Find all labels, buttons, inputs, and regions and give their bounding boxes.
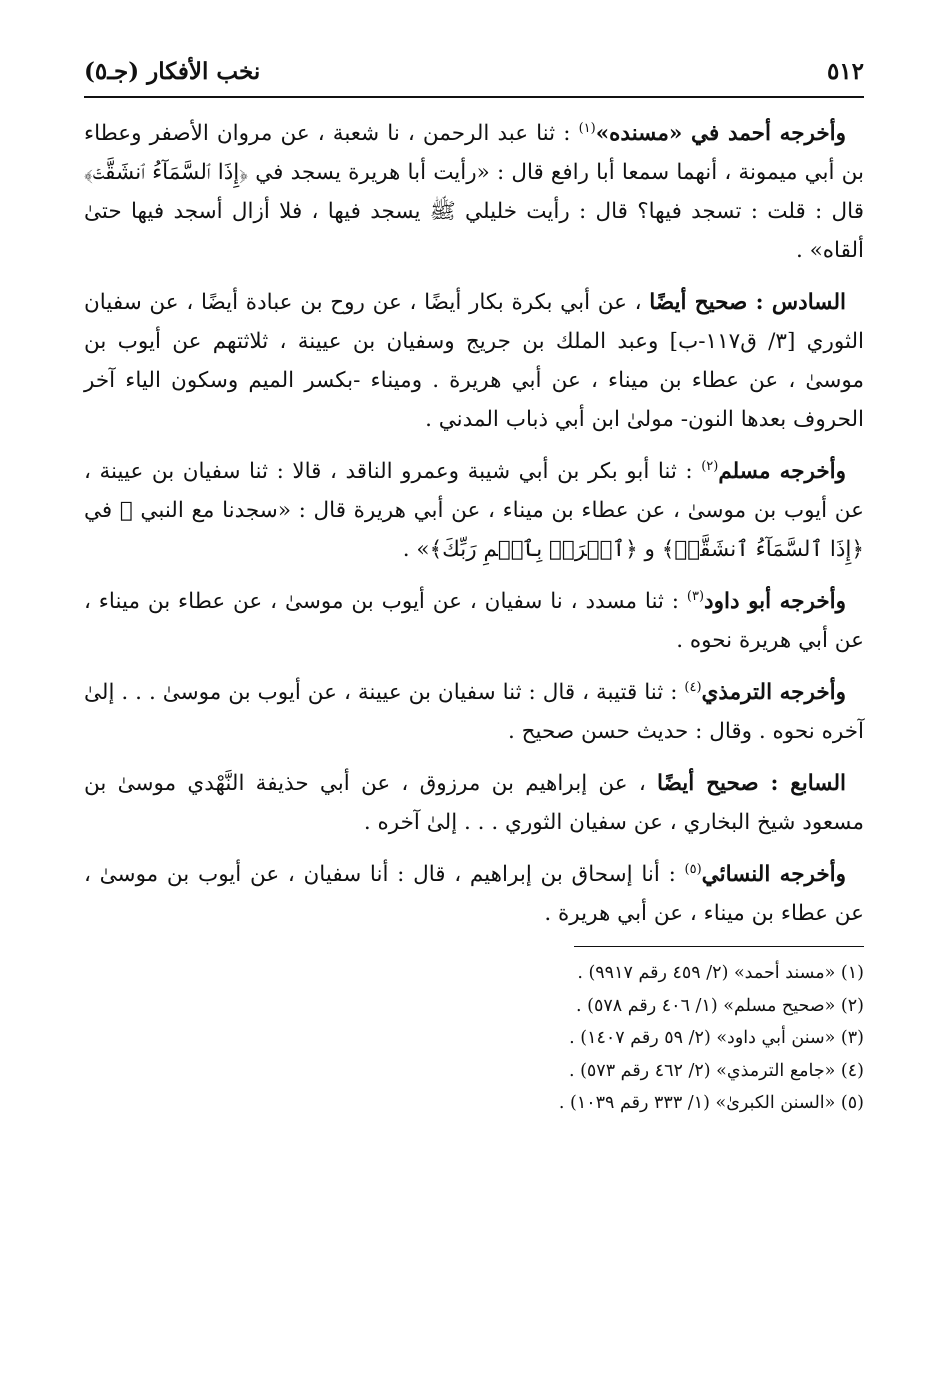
footnote: (١) «مسند أحمد» (٢/ ٤٥٩ رقم ٩٩١٧) .	[577, 963, 864, 983]
paragraph-text: ، عن إبراهيم بن مرزوق ، عن أبي حذيفة النَّهْدي موسىٰ بن مسعود شيخ البخاري ، عن سفيان الثوري . . . إلىٰ آخره .	[84, 771, 864, 835]
paragraph	[84, 283, 864, 439]
page-number: ٥١٢	[826, 58, 864, 85]
paragraph	[84, 452, 864, 569]
footnote: (٢) «صحيح مسلم» (١/ ٤٠٦ رقم ٥٧٨) .	[576, 995, 864, 1016]
running-title: نخب الأفكار (جـ٥)	[84, 58, 261, 85]
paragraph	[84, 673, 864, 751]
paragraph-lead: وأخرجه مسلم	[718, 459, 846, 484]
paragraph-text: : ثنا مسدد ، نا سفيان ، عن أيوب بن موسىٰ ، عن عطاء بن ميناء ، عن أبي هريرة نحوه .	[84, 589, 864, 653]
footnote: (٣) «سنن أبي داود» (٢/ ٥٩ رقم ١٤٠٧) .	[569, 1028, 864, 1048]
paragraph-text: : ثنا عبد الرحمن ، نا شعبة ، عن مروان الأصفر وعطاء بن أبي ميمونة ، أنهما سمعا أبا رافع قال : «رأيت أبا هريرة يسجد في ﴿إِذَا ٱلسَّمَآءُ ٱنشَقَّتۡ﴾ قال : قلت : تسجد فيها؟ قال : رأيت خليلي ﷺ يسجد فيها ، فلا أزال أسجد فيها حتىٰ ألقاه» .	[84, 121, 864, 263]
header-rule	[84, 96, 864, 98]
paragraph-lead: وأخرجه أبو داود	[704, 589, 846, 614]
paragraph-text: : ثنا أبو بكر بن أبي شيبة وعمرو الناقد ، قالا : ثنا سفيان بن عيينة ، عن أيوب بن موسىٰ ، عن عطاء بن ميناء ، عن أبي هريرة قال : «سجدنا مع النبي ﷺ في ﴿إِذَا ٱلسَّمَآءُ ٱنشَقَّتۡ﴾ و ﴿ٱقۡرَأۡ بِٱسۡمِ رَبِّكَ﴾» .	[84, 459, 864, 562]
paragraph-lead: وأخرجه أحمد في «مسنده»	[595, 121, 847, 146]
footnote-marker[interactable]: (٤)	[684, 679, 702, 695]
paragraph-lead: وأخرجه الترمذي	[701, 680, 846, 705]
footnote-marker[interactable]: (٥)	[684, 861, 702, 877]
paragraph	[84, 855, 864, 933]
paragraph-text: ، عن أبي بكرة بكار أيضًا ، عن روح بن عبادة أيضًا ، عن سفيان الثوري [٣/ ق١١٧-ب] وعبد الملك بن جريج وسفيان بن عيينة ، ثلاثتهم عن أيوب بن موسىٰ ، عن عطاء بن ميناء ، عن أبي هريرة . وميناء -بكسر الميم وسكون الياء آخر الحروف بعدها النون- مولىٰ ابن أبي ذباب المدني .	[84, 290, 864, 432]
page-header	[84, 52, 864, 92]
footnote-marker[interactable]: (١)	[578, 120, 596, 136]
book-page	[84, 52, 864, 1120]
paragraph-lead: السابع : صحيح أيضًا	[657, 771, 846, 796]
footnote-marker[interactable]: (٢)	[701, 458, 719, 474]
paragraph	[84, 114, 864, 270]
paragraph	[84, 582, 864, 660]
footnote: (٥) «السنن الكبرىٰ» (١/ ٣٣٣ رقم ١٠٣٩) .	[558, 1093, 864, 1113]
paragraph	[84, 764, 864, 842]
body-text	[84, 114, 864, 933]
footnote-rule	[574, 946, 864, 947]
paragraph-lead: وأخرجه النسائي	[701, 862, 846, 887]
footnotes	[84, 957, 864, 1120]
paragraph-lead: السادس : صحيح أيضًا	[649, 290, 846, 315]
footnote: (٤) «جامع الترمذي» (٢/ ٤٦٢ رقم ٥٧٣) .	[568, 1060, 864, 1081]
paragraph-text: : ثنا قتيبة ، قال : ثنا سفيان بن عيينة ، عن أيوب بن موسىٰ . . . إلىٰ آخره نحوه . وقال : حديث حسن صحيح .	[84, 680, 864, 744]
footnote-marker[interactable]: (٣)	[686, 588, 705, 604]
paragraph-text: : أنا إسحاق بن إبراهيم ، قال : أنا سفيان ، عن أيوب بن موسىٰ ، عن عطاء بن ميناء ، عن أبي هريرة .	[84, 862, 864, 926]
